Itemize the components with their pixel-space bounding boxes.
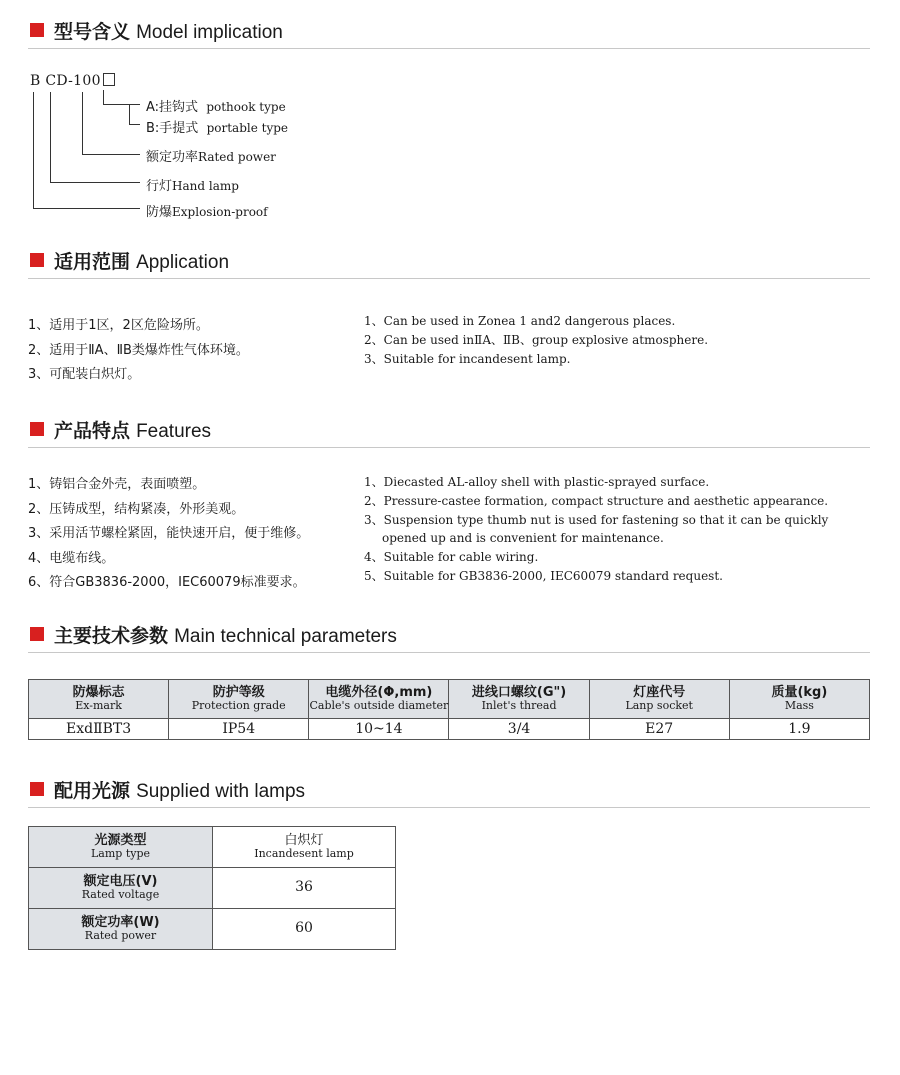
list-item: 6、符合GB3836-2000，IEC60079标准要求。 [28, 575, 306, 590]
list-item: 3、可配装白炽灯。 [28, 367, 141, 382]
model-item-rated-power: 额定功率Rated power [146, 150, 276, 165]
model-code: B CD-100 [30, 73, 115, 89]
features-list-zh [28, 473, 309, 596]
header-cable-diameter: 电缆外径(Φ,mm) Cable's outside diameter [309, 680, 449, 719]
model-item-hand-lamp: 行灯Hand lamp [146, 179, 239, 194]
red-square-icon [30, 627, 44, 641]
value-lamp-type: 白炽灯 Incandesent lamp [213, 827, 396, 868]
label-rated-voltage: 额定电压(V) Rated voltage [29, 868, 213, 909]
table-header-row [29, 680, 870, 719]
section-model-implication [28, 13, 870, 49]
section-supplied-lamps [28, 772, 870, 808]
divider [28, 447, 870, 448]
header-mass: 质量(kg) Mass [729, 680, 869, 719]
value-inlet-thread: 3/4 [449, 719, 589, 740]
red-square-icon [30, 422, 44, 436]
red-square-icon [30, 782, 44, 796]
value-ex-mark: ExdⅡBT3 [29, 719, 169, 740]
section-title: 产品特点 Features [54, 420, 212, 442]
list-item: 1、Can be used in Zonea 1 and2 dangerous places. [364, 314, 676, 328]
table-row [29, 909, 396, 950]
section-title: 适用范围 Application [54, 251, 230, 273]
list-item: 2、Pressure-castee formation, compact structure and aesthetic appearance. [364, 493, 829, 508]
list-item: 3、Suitable for incandesent lamp. [364, 351, 571, 366]
list-item: 2、Can be used inⅡA、ⅡB、group explosive atmosphere. [364, 332, 709, 347]
value-protection-grade: IP54 [169, 719, 309, 740]
technical-parameters-table [28, 679, 870, 740]
red-square-icon [30, 23, 44, 37]
list-item: 5、Suitable for GB3836-2000, IEC60079 standard request. [364, 568, 723, 583]
model-item-explosion-proof: 防爆Explosion-proof [146, 205, 268, 220]
features-list-en [364, 473, 874, 586]
divider [28, 807, 870, 808]
section-title: 型号含义 Model implication [54, 21, 283, 43]
list-item: 1、适用于1区，2区危险场所。 [28, 318, 209, 333]
application-list-zh [28, 314, 249, 388]
label-rated-power: 额定功率(W) Rated power [29, 909, 213, 950]
list-item: 1、Diecasted AL-alloy shell with plastic-sprayed surface. [364, 475, 710, 489]
list-item: 4、Suitable for cable wiring. [364, 550, 539, 565]
section-application [28, 243, 870, 279]
list-item: 2、压铸成型，结构紧凑，外形美观。 [28, 501, 245, 517]
list-item: 3、Suspension type thumb nut is used for fastening so that it can be quickly opened up and is convenient for maintenance. [364, 512, 829, 546]
value-mass: 1.9 [729, 719, 869, 740]
header-protection-grade: 防护等级 Protection grade [169, 680, 309, 719]
divider [28, 278, 870, 279]
divider [28, 48, 870, 49]
table-row [29, 827, 396, 868]
value-rated-power: 60 [213, 909, 396, 950]
section-technical-parameters [28, 617, 870, 653]
table-row [29, 868, 396, 909]
section-title: 配用光源 Supplied with lamps [54, 780, 306, 802]
list-item: 3、采用活节螺栓紧固，能快速开启，便于维修。 [28, 526, 310, 541]
divider [28, 652, 870, 653]
lamp-table [28, 826, 396, 950]
section-title: 主要技术参数 Main technical parameters [54, 625, 397, 647]
header-ex-mark: 防爆标志 Ex-mark [29, 680, 169, 719]
header-lamp-socket: 灯座代号 Lanp socket [589, 680, 729, 719]
value-rated-voltage: 36 [213, 868, 396, 909]
option-box-icon [103, 73, 115, 86]
list-item: 1、铸铝合金外壳，表面喷塑。 [28, 477, 206, 492]
application-list-en [364, 312, 708, 368]
list-item: 4、电缆布线。 [28, 550, 115, 566]
model-item-pothook: A:挂钩式 pothook type [146, 100, 286, 115]
red-square-icon [30, 253, 44, 267]
section-features [28, 412, 870, 448]
list-item: 2、适用于ⅡA、ⅡB类爆炸性气体环境。 [28, 342, 249, 358]
value-lamp-socket: E27 [589, 719, 729, 740]
model-item-portable: B:手提式 portable type [146, 121, 289, 136]
table-row [29, 719, 870, 740]
label-lamp-type: 光源类型 Lamp type [29, 827, 213, 868]
header-inlet-thread: 进线口螺纹(G") Inlet's thread [449, 680, 589, 719]
value-cable-diameter: 10~14 [309, 719, 449, 740]
